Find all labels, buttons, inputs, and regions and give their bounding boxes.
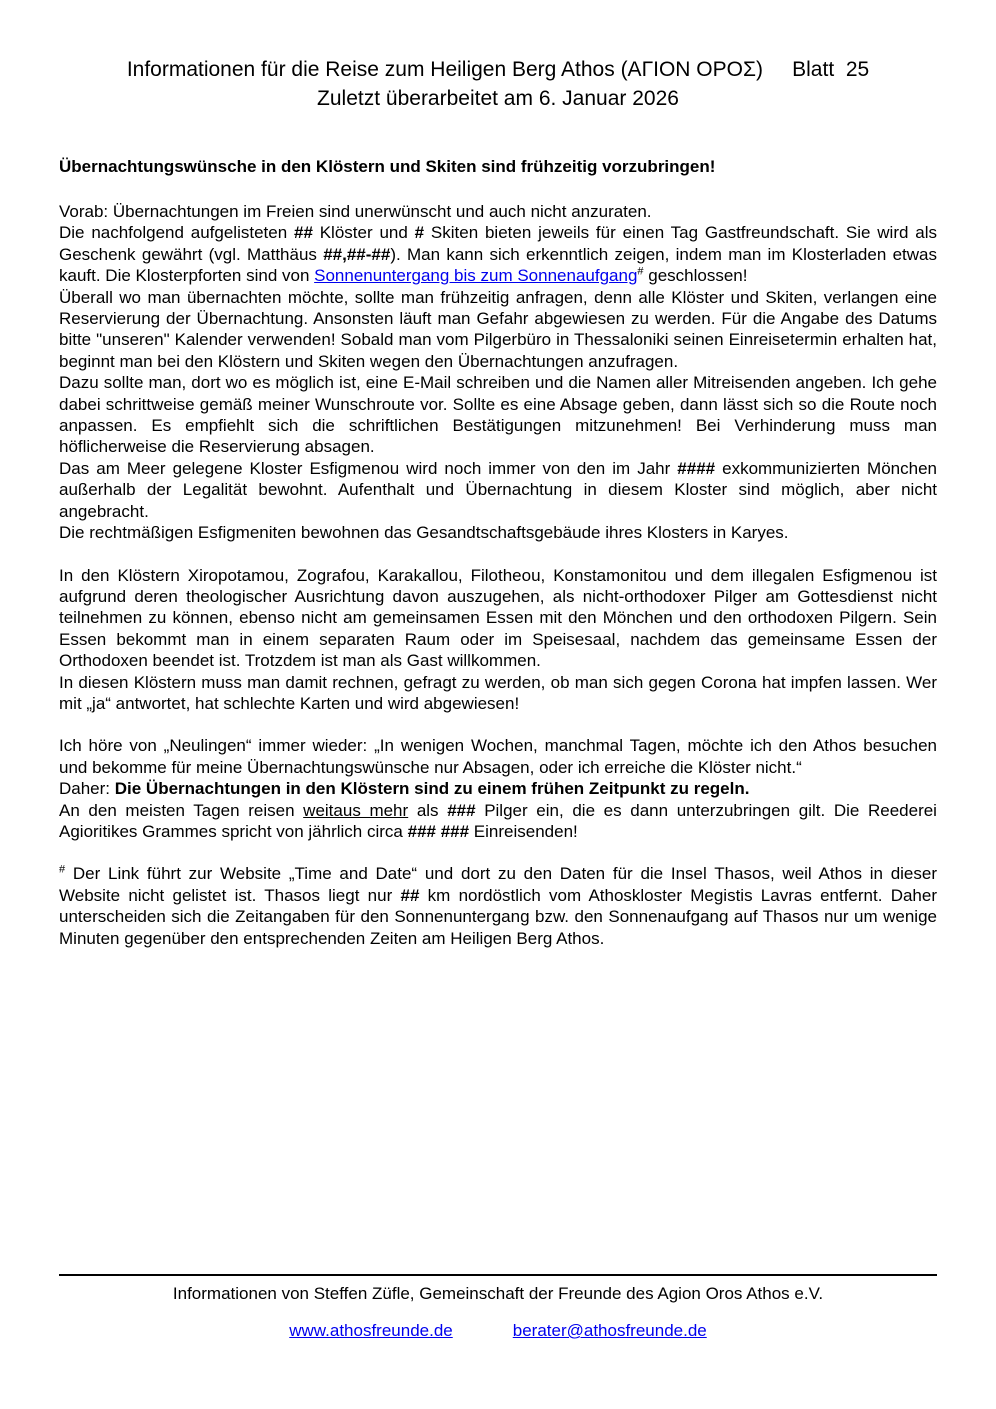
para-gottesdienst — [59, 565, 937, 672]
text-segment: Die Übernachtungen in den Klöstern sind zu einem frühen Zeitpunkt zu regeln. — [114, 779, 750, 799]
para-gastfreundschaft — [59, 222, 937, 286]
footnote-marker: # — [637, 265, 644, 278]
block-non-orthodox — [59, 565, 937, 715]
text-segment: Daher: — [59, 779, 115, 799]
section-heading: Übernachtungswünsche in den Klöstern und Skiten sind frühzeitig vorzubringen! — [59, 157, 716, 176]
text-segment: An den meisten Tagen reisen — [59, 800, 304, 820]
para-email — [59, 372, 937, 458]
text-segment: geschlossen! — [643, 266, 748, 286]
footer-links — [59, 1320, 937, 1341]
email-link[interactable]: berater@athosfreunde.de — [512, 1321, 707, 1340]
sunset-sunrise-link[interactable]: Sonnenuntergang bis zum Sonnenaufgang — [314, 266, 638, 286]
document-title: Informationen für die Reise zum Heiligen Berg Athos (ΑΓΙΟΝ ΟΡΟΣ) Blatt 25 — [126, 58, 870, 81]
para-karyes — [59, 522, 937, 543]
text-segment: Klöster und — [312, 223, 415, 243]
text-segment: ). Man kann sich erkenntlich zeigen, indem man im Klosterladen etwas kauft. Die Klosterpforten sind von — [59, 244, 937, 286]
footer-divider — [59, 1274, 937, 1276]
block-footnote — [59, 863, 937, 949]
text-segment: Pilger ein, die es dann unterzubringen gilt. Die Reederei Agioritikes Grammes spricht von jährlich circa — [59, 800, 937, 841]
website-link[interactable]: www.athosfreunde.de — [289, 1321, 453, 1340]
para-vorab — [59, 201, 937, 222]
para-neulinge — [59, 735, 937, 778]
revision-date: Zuletzt überarbeitet am 6. Januar 2026 — [317, 87, 679, 110]
text-segment: In diesen Klöstern muss man damit rechnen, gefragt zu werden, ob man sich gegen Corona hat impfen lassen. Wer mit „ja“ antwortet, hat schlechte Karten und wird abgewiesen! — [59, 672, 937, 713]
text-segment: als — [408, 800, 448, 820]
text-segment: Dazu sollte man, dort wo es möglich ist, eine E-Mail schreiben und die Namen aller Mitreisenden angeben. Ich gehe dabei schrittweise gemäß meiner Wunschroute vor. Sollte es eine Absage geben, dann lässt sich so die Route noch anpassen. Es empfiehlt sich die schriftlichen Bestätigungen mitzunehmen! Bei Verhinderung muss man höflicherweise die Reservierung absagen. — [59, 373, 937, 457]
text-segment: ### — [447, 800, 476, 820]
text-segment: ## — [400, 885, 420, 905]
text-segment: Einreisenden! — [469, 821, 578, 841]
para-footnote — [59, 863, 937, 949]
para-daher — [59, 778, 937, 799]
para-esfigmenou — [59, 458, 937, 522]
text-segment: Überall wo man übernachten möchte, sollte man frühzeitig anfragen, denn alle Klöster und Skiten, verlangen eine Reservierung der Übernachtung. Ansonsten läuft man Gefahr abgewiesen zu werden. Für die Angabe des Datums bitte "unseren" Kalender verwenden! Sobald man vom Pilgerbüro in Thessaloniki seinen Einreisetermin erhalten hat, beginnt man bei den Klöstern und Skiten wegen den Übernachtungen anzufragen. — [59, 287, 937, 371]
para-pilgerzahl — [59, 800, 937, 843]
block-reservations — [59, 201, 937, 544]
text-segment: In den Klöstern Xiropotamou, Zografou, Karakallou, Filotheou, Konstamonitou und dem illegalen Esfigmenou ist aufgrund deren theologischer Ausrichtung davon auszugehen, als nicht-orthodoxer Pilger am Gottesdienst nicht teilnehmen zu können, ebenso nicht am gemeinsamen Essen mit den Mönchen und den orthodoxen Pilgern. Sein Essen bekommt man in einem separaten Raum oder im Speisesaal, nachdem das gemeinsame Essen der Orthodoxen beendet ist. Trotzdem ist man als Gast willkommen. — [59, 565, 937, 671]
text-segment: ### ### — [407, 821, 470, 841]
text-segment: Skiten bieten jeweils für einen Tag Gastfreundschaft. Sie wird als Geschenk gewährt (vgl. Matthäus — [59, 223, 937, 264]
text-segment: Der Link führt zur Website „Time and Date“ und dort zu den Daten für die Insel Thasos, weil Athos in dieser Website nicht gelistet ist. Thasos liegt nur — [59, 864, 937, 905]
text-segment: weitaus mehr — [303, 800, 409, 820]
text-segment: # — [414, 223, 425, 243]
block-early-booking — [59, 735, 937, 842]
para-corona — [59, 672, 937, 715]
footer-info: Informationen von Steffen Züfle, Gemeinschaft der Freunde des Agion Oros Athos e.V. — [172, 1284, 824, 1303]
document-body — [59, 201, 937, 949]
para-reservierung — [59, 287, 937, 373]
document-header — [59, 55, 937, 113]
text-segment: Ich höre von „Neulingen“ immer wieder: „In wenigen Wochen, manchmal Tagen, möchte ich den Athos besuchen und bekomme für meine Übernachtungswünsche nur Absagen, oder ich erreiche die Klöster nicht.“ — [59, 736, 937, 777]
footnote-marker: # — [59, 863, 66, 876]
text-segment: Das am Meer gelegene Kloster Esfigmenou wird noch immer von den im Jahr — [59, 458, 678, 478]
text-segment: Vorab: Übernachtungen im Freien sind unerwünscht und auch nicht anzuraten. — [59, 202, 652, 221]
text-segment: Die nachfolgend aufgelisteten — [59, 223, 294, 243]
text-segment: exkommunizierten Mönchen außerhalb der Legalität bewohnt. Aufenthalt und Übernachtung in diesem Kloster sind möglich, aber nicht angebracht. — [59, 458, 937, 521]
text-segment: ## — [293, 223, 313, 243]
document-footer — [59, 1274, 937, 1341]
text-segment: km nordöstlich vom Athoskloster Megistis Lavras entfernt. Daher unterscheiden sich die Zeitangaben für den Sonnenuntergang bzw. den Sonnenaufgang auf Thasos nur um wenige Minuten gegenüber den entsprechenden Zeiten am Heiligen Berg Athos. — [59, 885, 937, 948]
text-segment: #### — [677, 458, 716, 478]
text-segment: Die rechtmäßigen Esfigmeniten bewohnen das Gesandtschaftsgebäude ihres Klosters in Karyes. — [59, 523, 789, 543]
text-segment: ##,##-## — [323, 244, 391, 264]
